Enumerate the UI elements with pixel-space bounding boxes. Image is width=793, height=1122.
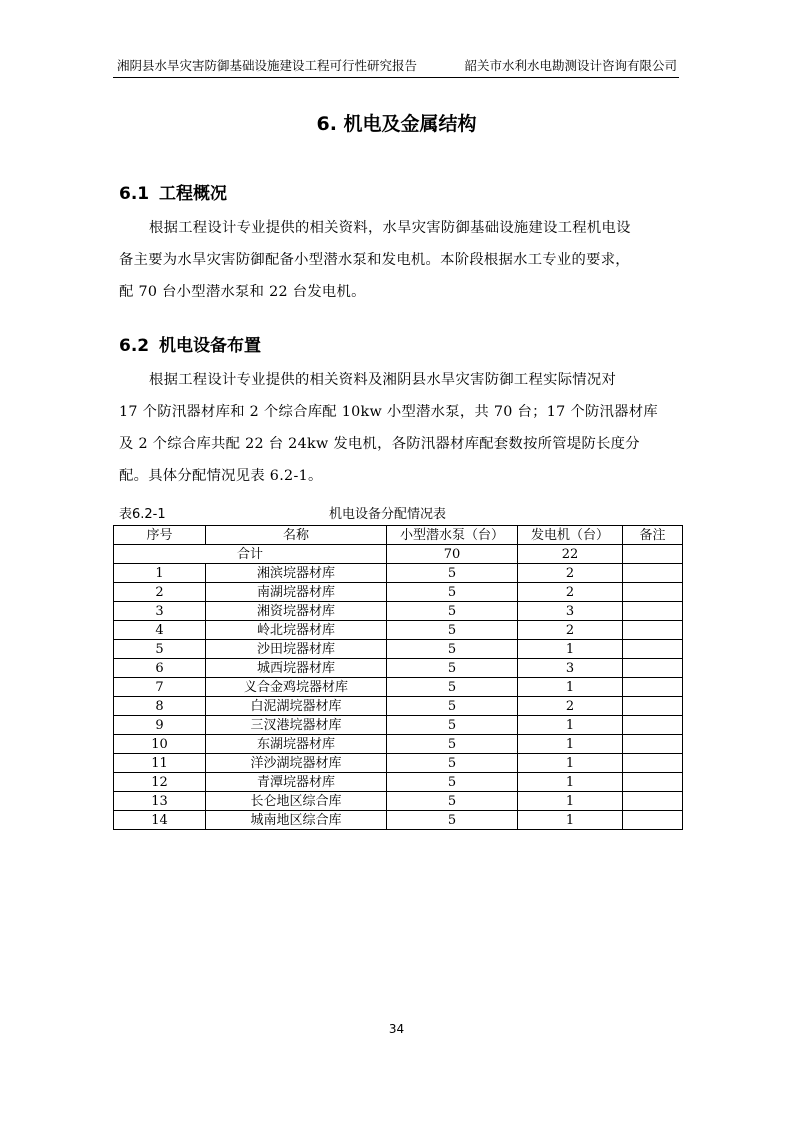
cell-generators: 1 [518,773,623,792]
cell-generators: 1 [518,754,623,773]
cell-generators: 1 [518,792,623,811]
cell-no: 5 [114,640,206,659]
cell-no: 9 [114,716,206,735]
paragraph-line: 配 70 台小型潜水泵和 22 台发电机。 [119,284,366,300]
cell-generators: 2 [518,564,623,583]
table-title: 机电设备分配情况表 [329,507,447,522]
equipment-allocation-table [113,525,683,830]
table-row [114,792,683,811]
table-caption [119,505,679,525]
cell-no: 12 [114,773,206,792]
paragraph-line: 及 2 个综合库共配 22 台 24kw 发电机，各防汛器材库配套数按所管堤防长度分 [119,436,640,452]
table-header-row [114,526,683,545]
cell-name: 洋沙湖垸器材库 [206,754,387,773]
page-number: 34 [388,1022,405,1036]
section-heading-6-2 [119,334,261,358]
cell-pumps: 5 [387,564,518,583]
cell-generators: 1 [518,640,623,659]
cell-note [623,640,683,659]
cell-no: 11 [114,754,206,773]
total-generators: 22 [518,545,623,564]
total-pumps: 70 [387,545,518,564]
cell-name: 白泥湖垸器材库 [206,697,387,716]
table-row [114,621,683,640]
header-cell-generators: 发电机（台） [518,526,623,545]
cell-no: 8 [114,697,206,716]
cell-generators: 2 [518,583,623,602]
cell-generators: 1 [518,811,623,830]
table-row [114,773,683,792]
cell-name: 城南地区综合库 [206,811,387,830]
cell-no: 1 [114,564,206,583]
cell-note [623,754,683,773]
cell-pumps: 5 [387,583,518,602]
cell-note [623,602,683,621]
cell-generators: 2 [518,621,623,640]
cell-name: 岭北垸器材库 [206,621,387,640]
cell-pumps: 5 [387,659,518,678]
cell-pumps: 5 [387,678,518,697]
cell-note [623,811,683,830]
cell-no: 4 [114,621,206,640]
cell-no: 14 [114,811,206,830]
cell-note [623,583,683,602]
section-title: 工程概况 [159,184,227,204]
header-company-name: 韶关市水利水电勘测设计咨询有限公司 [464,58,677,73]
table-row [114,659,683,678]
cell-generators: 1 [518,716,623,735]
cell-pumps: 5 [387,811,518,830]
cell-note [623,792,683,811]
cell-no: 6 [114,659,206,678]
table-row [114,678,683,697]
cell-pumps: 5 [387,697,518,716]
cell-name: 青潭垸器材库 [206,773,387,792]
paragraph-line: 根据工程设计专业提供的相关资料及湘阴县水旱灾害防御工程实际情况对 [149,372,617,388]
cell-pumps: 5 [387,602,518,621]
table-number: 表6.2-1 [119,507,166,522]
table-row [114,697,683,716]
total-label: 合计 [114,545,387,564]
cell-name: 东湖垸器材库 [206,735,387,754]
paragraph-line: 备主要为水旱灾害防御配备小型潜水泵和发电机。本阶段根据水工专业的要求， [119,252,630,268]
cell-pumps: 5 [387,640,518,659]
cell-note [623,659,683,678]
header-cell-note: 备注 [623,526,683,545]
cell-generators: 3 [518,659,623,678]
header-cell-name: 名称 [206,526,387,545]
cell-pumps: 5 [387,735,518,754]
table-total-row [114,545,683,564]
cell-note [623,716,683,735]
cell-generators: 3 [518,602,623,621]
cell-name: 城西垸器材库 [206,659,387,678]
cell-note [623,735,683,754]
cell-note [623,564,683,583]
cell-name: 湘资垸器材库 [206,602,387,621]
cell-no: 13 [114,792,206,811]
header-cell-pumps: 小型潜水泵（台） [387,526,518,545]
cell-pumps: 5 [387,621,518,640]
table-row [114,583,683,602]
cell-note [623,678,683,697]
cell-name: 南湖垸器材库 [206,583,387,602]
cell-no: 7 [114,678,206,697]
paragraph-line: 根据工程设计专业提供的相关资料，水旱灾害防御基础设施建设工程机电设 [149,220,631,236]
cell-pumps: 5 [387,792,518,811]
cell-pumps: 5 [387,754,518,773]
section-6-1-paragraph [119,212,675,308]
total-note [623,545,683,564]
paragraph-line: 配。具体分配情况见表 6.2-1。 [119,468,323,484]
cell-pumps: 5 [387,773,518,792]
cell-no: 3 [114,602,206,621]
table-row [114,564,683,583]
cell-note [623,773,683,792]
cell-name: 湘滨垸器材库 [206,564,387,583]
cell-note [623,621,683,640]
chapter-title: 6. 机电及金属结构 [316,113,477,135]
section-number: 6.1 [119,184,150,204]
header-report-title: 湘阴县水旱灾害防御基础设施建设工程可行性研究报告 [117,58,418,73]
cell-no: 10 [114,735,206,754]
page-header [117,56,677,76]
header-cell-no: 序号 [114,526,206,545]
cell-generators: 1 [518,678,623,697]
cell-name: 沙田垸器材库 [206,640,387,659]
cell-note [623,697,683,716]
section-title: 机电设备布置 [159,336,261,356]
table-row [114,811,683,830]
cell-name: 三汊港垸器材库 [206,716,387,735]
section-6-2-paragraph [119,364,675,492]
table-row [114,716,683,735]
header-divider [113,77,679,78]
cell-generators: 2 [518,697,623,716]
table-row [114,640,683,659]
paragraph-line: 17 个防汛器材库和 2 个综合库配 10kw 小型潜水泵，共 70 台；17 个防汛器材库 [119,404,658,420]
section-heading-6-1 [119,182,227,206]
cell-name: 义合金鸡垸器材库 [206,678,387,697]
cell-generators: 1 [518,735,623,754]
cell-name: 长仑地区综合库 [206,792,387,811]
table-row [114,602,683,621]
table-row [114,735,683,754]
section-number: 6.2 [119,336,150,356]
table-row [114,754,683,773]
cell-pumps: 5 [387,716,518,735]
cell-no: 2 [114,583,206,602]
